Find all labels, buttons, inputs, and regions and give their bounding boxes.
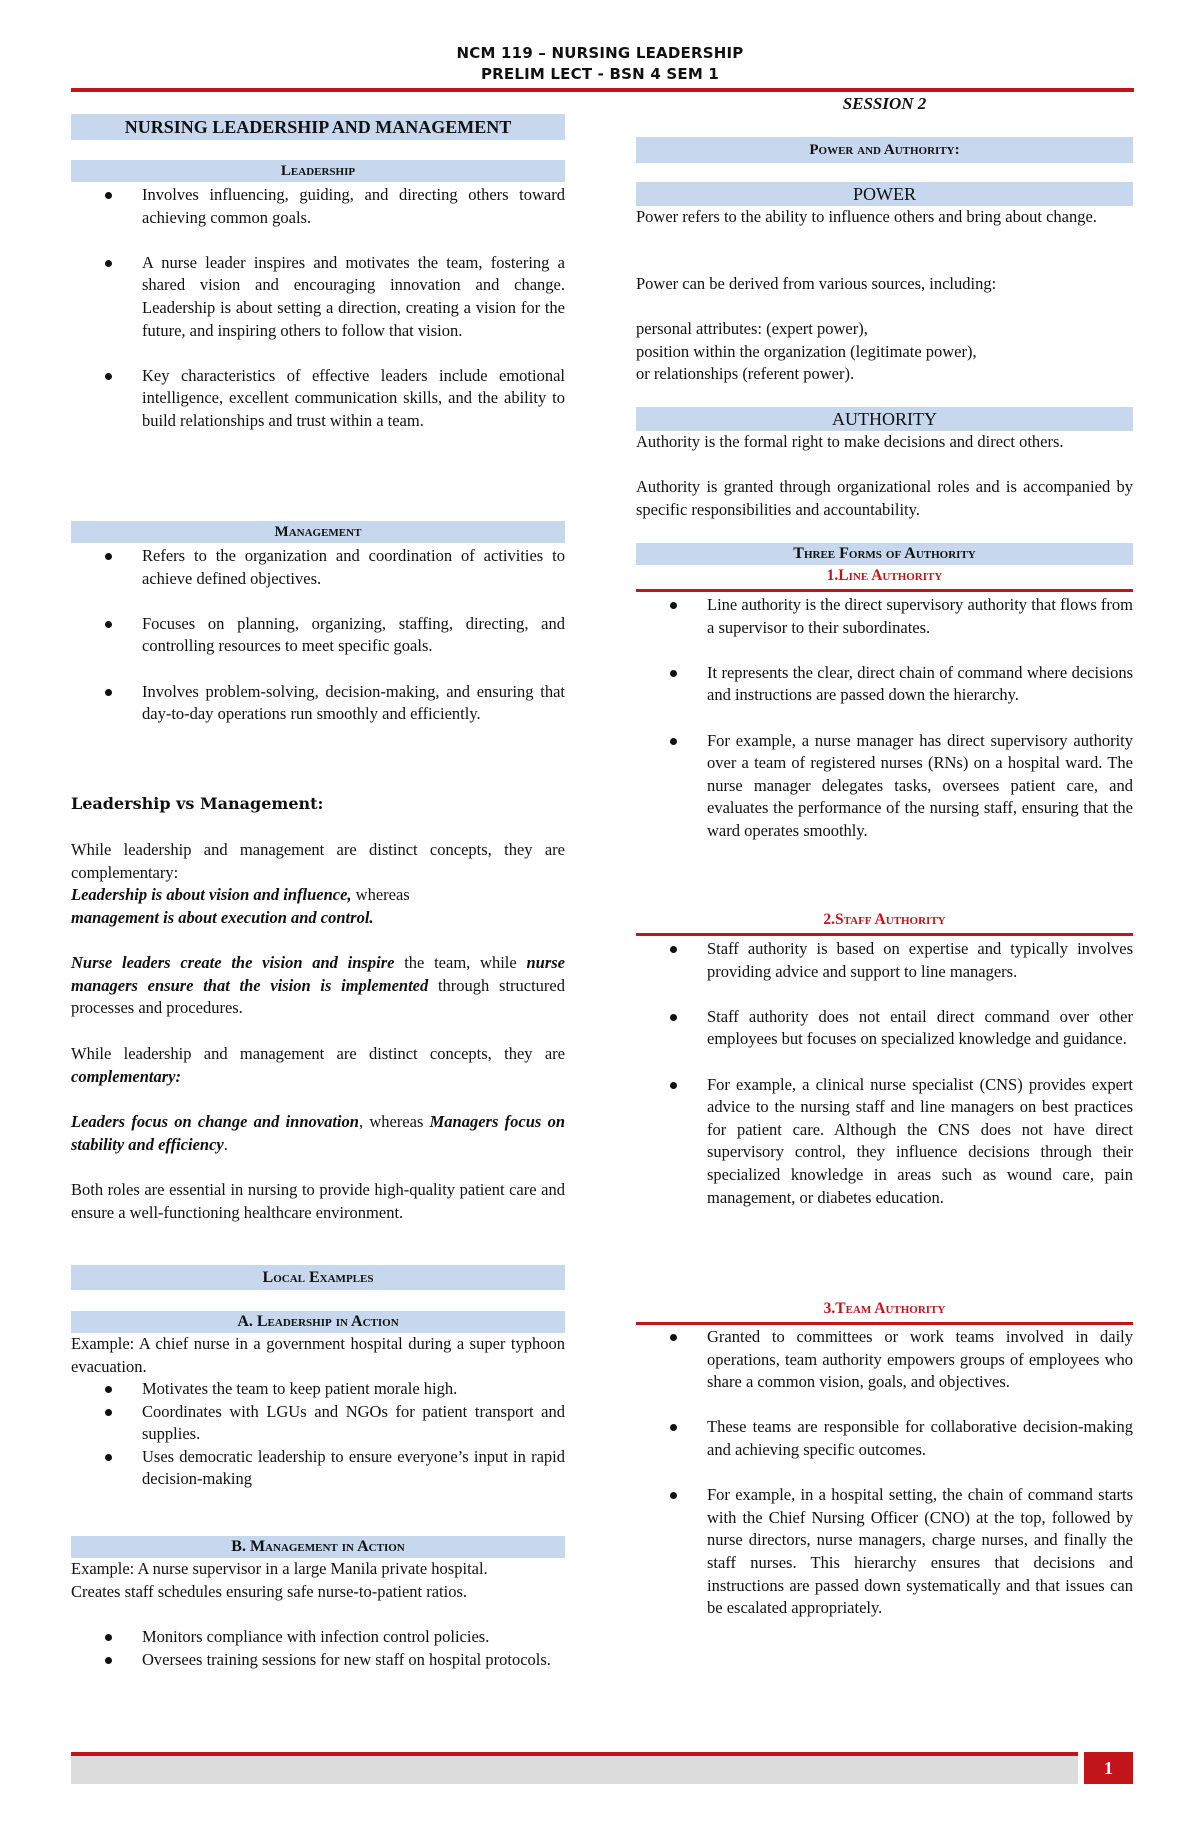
- emphasis: Leadership is about vision and influence,: [71, 885, 352, 905]
- management-example: [71, 1558, 565, 1603]
- bullet-text: Involves influencing, guiding, and directing others toward achieving common goals.: [142, 185, 565, 227]
- bullet-icon: [105, 1409, 112, 1416]
- line-authority-title: 1.Line Authority: [826, 567, 943, 584]
- bullet-icon: [670, 738, 677, 745]
- bullet-text: For example, in a hospital setting, the chain of command starts with the Chief Nursing Officer (CNO) at the top, followed by nurse directors, nurse managers, charge nurses, and finally the staff nurses. This hierarchy ensures that decisions and instructions are passed down systematically and that issues can be escalated appropriately.: [707, 1485, 1133, 1618]
- list-item: [636, 1074, 1133, 1210]
- list-item: [636, 594, 1133, 639]
- bullet-text: Involves problem-solving, decision-making, and ensuring that day-to-day operations run smoothly and efficiently.: [142, 681, 565, 724]
- staff-authority-rule: [636, 933, 1133, 936]
- text: or relationships (referent power).: [636, 364, 855, 384]
- power-definition: Power refers to the ability to influence others and bring about change.: [636, 207, 1097, 226]
- list-item: [71, 252, 565, 342]
- document-subtitle: PRELIM LECT - BSN 4 SEM 1: [480, 65, 720, 83]
- emphasis: Managers focus on stability and efficiency: [71, 1112, 565, 1154]
- emphasis: complementary:: [71, 1066, 181, 1086]
- bullet-icon: [105, 1454, 112, 1461]
- bullet-text: Line authority is the direct supervisory authority that flows from a supervisor to their subordinates.: [707, 595, 1133, 637]
- footer-bar: [71, 1752, 1078, 1784]
- team-authority-title: 3.Team Authority: [823, 1300, 946, 1317]
- staff-authority-title: 2.Staff Authority: [823, 911, 946, 928]
- list-item: [71, 1378, 565, 1401]
- bullet-text: Motivates the team to keep patient morale high.: [142, 1379, 458, 1398]
- bullet-icon: [105, 1386, 112, 1393]
- list-item: [71, 1626, 565, 1649]
- line-authority-bullets: [636, 594, 1133, 843]
- text: personal attributes: (expert power),: [636, 319, 868, 338]
- bullet-text: It represents the clear, direct chain of command where decisions and instructions are passed down the hierarchy.: [707, 662, 1133, 705]
- emphasis: nurse managers ensure that the vision is implemented: [71, 953, 565, 995]
- bullet-icon: [105, 1634, 112, 1641]
- bullet-icon: [670, 670, 677, 677]
- bullet-icon: [670, 1014, 677, 1021]
- list-item: [71, 545, 565, 590]
- bullet-text: A nurse leader inspires and motivates the team, fostering a shared vision and encouraging innovation and change. Leadership is about setting a direction, creating a vision for the future, and inspiring others to follow that vision.: [142, 252, 565, 340]
- authority-definition: Authority is the formal right to make decisions and direct others.: [636, 432, 1064, 451]
- text: whereas: [351, 885, 410, 905]
- management-in-action-heading: B. Management in Action: [71, 1536, 565, 1558]
- bullet-icon: [105, 1657, 112, 1664]
- text: , whereas: [358, 1112, 430, 1131]
- power-sources: Power can be derived from various sources, including:: [636, 274, 997, 293]
- list-item: [636, 1006, 1133, 1051]
- text: Example: A nurse supervisor in a large Manila private hospital.: [71, 1559, 488, 1578]
- bullet-icon: [670, 946, 677, 953]
- line-authority-rule: [636, 589, 1133, 592]
- bullet-text: Refers to the organization and coordination of activities to achieve defined objectives.: [142, 546, 565, 588]
- document-course-title: NCM 119 – NURSING LEADERSHIP: [456, 44, 744, 62]
- bullet-text: Oversees training sessions for new staff on hospital protocols.: [142, 1649, 551, 1669]
- text: position within the organization (legitimate power),: [636, 341, 977, 361]
- session-label: SESSION 2: [842, 94, 927, 113]
- management-heading: Management: [71, 521, 565, 543]
- bullet-icon: [670, 602, 677, 609]
- bullet-icon: [670, 1082, 677, 1089]
- bullet-text: These teams are responsible for collaborative decision-making and achieving specific outcomes.: [707, 1417, 1133, 1459]
- bullet-text: Staff authority is based on expertise and typically involves providing advice and support to line managers.: [707, 939, 1133, 981]
- list-item: [71, 365, 565, 433]
- leadership-bullets: [71, 184, 565, 433]
- list-item: [636, 938, 1133, 983]
- emphasis: management is about execution and control.: [71, 907, 374, 927]
- list-item: [71, 1649, 565, 1672]
- bullet-icon: [670, 1334, 677, 1341]
- team-authority-rule: [636, 1322, 1133, 1325]
- text: While leadership and management are distinct concepts, they are complementary:: [71, 840, 565, 882]
- emphasis: Nurse leaders create the vision and inspire: [71, 953, 395, 972]
- bullet-icon: [105, 553, 112, 560]
- bullet-icon: [105, 192, 112, 199]
- staff-authority-bullets: [636, 938, 1133, 1209]
- lvm-paragraph-2: [71, 952, 565, 1020]
- bullet-text: Granted to committees or work teams involved in daily operations, team authority empowers groups of employees who share a common vision, goals, and objectives.: [707, 1327, 1133, 1392]
- lvm-paragraph-5: Both roles are essential in nursing to provide high-quality patient care and ensure a well-functioning healthcare environment.: [71, 1180, 565, 1222]
- text: .: [223, 1134, 228, 1154]
- list-item: [71, 1446, 565, 1491]
- management-example-bullets: [71, 1626, 565, 1671]
- text: the team, while: [394, 953, 527, 972]
- management-bullets: [71, 545, 565, 726]
- text: While leadership and management are distinct concepts, they are: [71, 1044, 565, 1063]
- bullet-text: For example, a nurse manager has direct supervisory authority over a team of registered nurses (RNs) on a hospital ward. The nurse manager delegates tasks, oversees patient care, and evaluates the performance of the nursing staff, ensuring that the ward operates smoothly.: [707, 730, 1133, 840]
- bullet-text: Focuses on planning, organizing, staffing, directing, and controlling resources to meet specific goals.: [142, 613, 565, 656]
- list-item: [71, 1401, 565, 1446]
- power-list: [636, 318, 1133, 386]
- bullet-icon: [105, 373, 112, 380]
- text: Creates staff schedules ensuring safe nurse-to-patient ratios.: [71, 1581, 468, 1601]
- list-item: [71, 613, 565, 658]
- bullet-text: Monitors compliance with infection control policies.: [142, 1627, 490, 1646]
- bullet-icon: [105, 260, 112, 267]
- list-item: [71, 184, 565, 229]
- lvm-paragraph-4: [71, 1111, 565, 1156]
- bullet-icon: [670, 1424, 677, 1431]
- text: through structured processes and procedures.: [71, 975, 565, 1018]
- leadership-in-action-heading: A. Leadership in Action: [71, 1311, 565, 1333]
- page-number: 1: [1084, 1752, 1133, 1784]
- list-item: [71, 681, 565, 726]
- leadership-heading: Leadership: [71, 160, 565, 182]
- bullet-icon: [670, 1492, 677, 1499]
- lvm-heading: Leadership vs Management:: [71, 794, 324, 813]
- bullet-text: Key characteristics of effective leaders include emotional intelligence, excellent communication skills, and the ability to build relationships and trust within a team.: [142, 365, 565, 430]
- leadership-example: Example: A chief nurse in a government hospital during a super typhoon evacuation.: [71, 1334, 565, 1376]
- leadership-example-bullets: [71, 1378, 565, 1491]
- bullet-text: For example, a clinical nurse specialist (CNS) provides expert advice to the nursing staff and line managers on best practices for patient care. Although the CNS does not have direct supervisory control, they influence decisions through their specialized knowledge in areas such as wound care, pain management, or diabetes education.: [707, 1074, 1133, 1207]
- three-forms-heading: Three Forms of Authority: [636, 543, 1133, 565]
- power-authority-heading: Power and Authority:: [636, 137, 1133, 163]
- team-authority-bullets: [636, 1326, 1133, 1620]
- list-item: [636, 662, 1133, 707]
- bullet-text: Staff authority does not entail direct command over other employees but focuses on specialized knowledge and guidance.: [707, 1006, 1133, 1049]
- authority-heading: AUTHORITY: [636, 407, 1133, 431]
- bullet-text: Uses democratic leadership to ensure everyone’s input in rapid decision-making: [142, 1446, 565, 1489]
- lvm-paragraph-1: [71, 839, 565, 929]
- bullet-icon: [105, 621, 112, 628]
- bullet-text: Coordinates with LGUs and NGOs for patient transport and supplies.: [142, 1401, 565, 1444]
- emphasis: Leaders focus on change and innovation: [71, 1112, 359, 1131]
- list-item: [636, 1416, 1133, 1461]
- local-examples-heading: Local Examples: [71, 1265, 565, 1290]
- list-item: [636, 730, 1133, 843]
- main-section-title: NURSING LEADERSHIP AND MANAGEMENT: [71, 114, 565, 140]
- lvm-paragraph-3: [71, 1043, 565, 1088]
- power-heading: POWER: [636, 182, 1133, 206]
- authority-granted: Authority is granted through organizational roles and is accompanied by specific responsibilities and accountability.: [636, 477, 1133, 519]
- list-item: [636, 1484, 1133, 1620]
- list-item: [636, 1326, 1133, 1394]
- bullet-icon: [105, 689, 112, 696]
- header-rule: [71, 88, 1134, 92]
